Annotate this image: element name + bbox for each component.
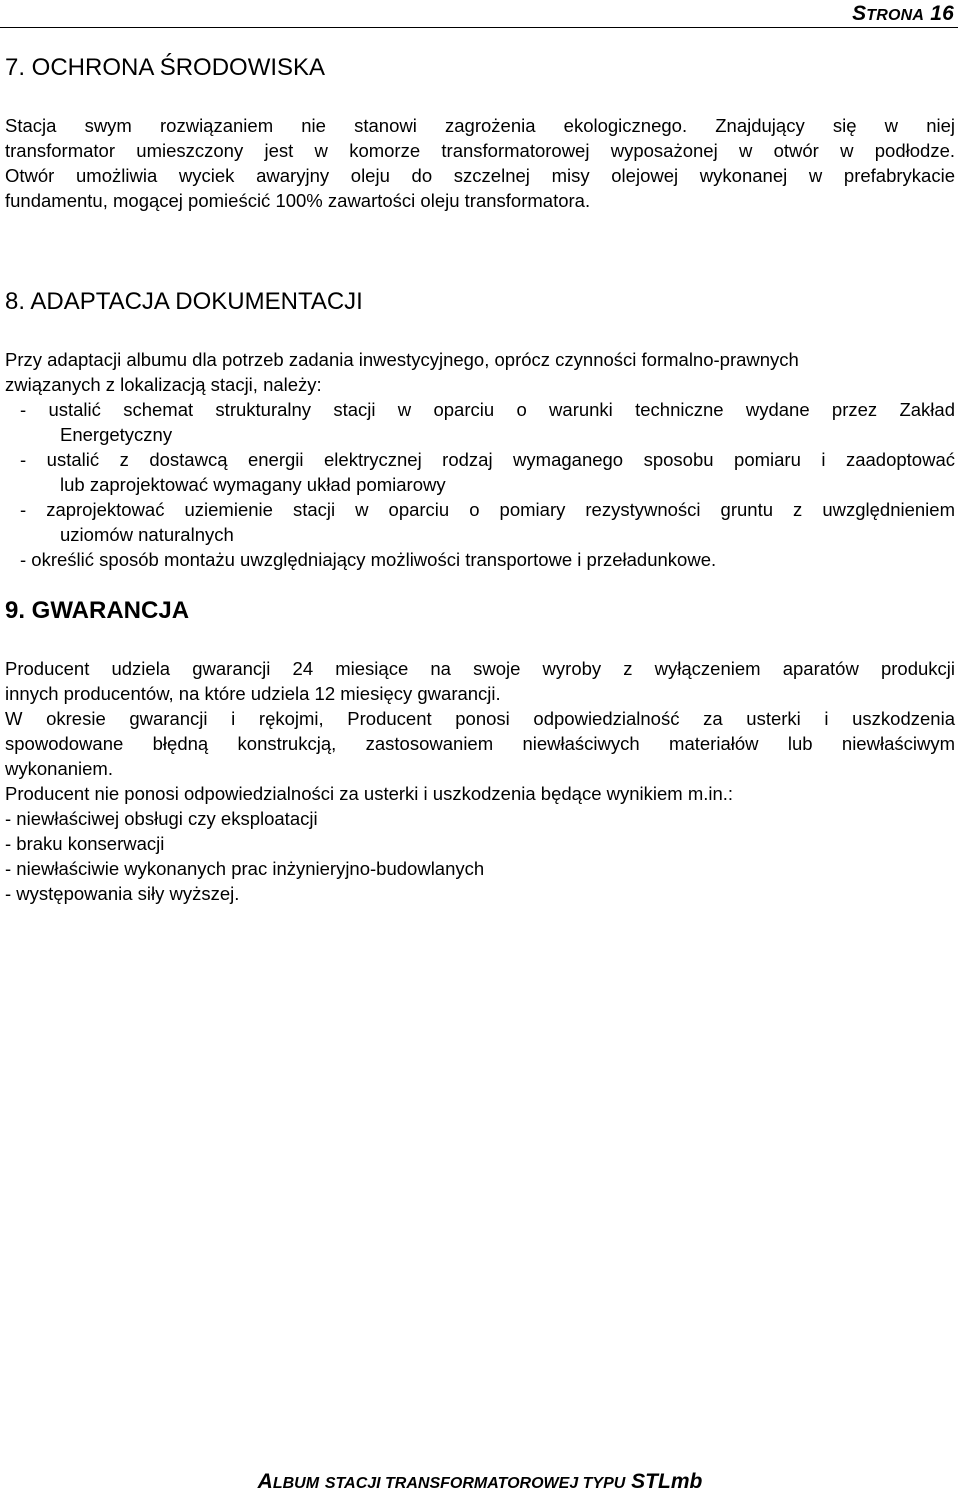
section-9-line: - braku konserwacji bbox=[5, 833, 165, 854]
section-9-line: Producent nie ponosi odpowiedzialności za usterki i uszkodzenia będące wynikiem m.in.: bbox=[5, 783, 734, 804]
section-9-line: spowodowane błędną konstrukcją, zastosowaniem niewłaściwych materiałów lub niewłaściwym bbox=[5, 733, 955, 754]
list-item: - ustalić z dostawcą energii elektrycznej rodzaj wymaganego sposobu pomiaru i zaadoptować bbox=[20, 449, 955, 470]
section-9-heading: 9. GWARANCJA bbox=[5, 597, 190, 624]
page-header bbox=[0, 0, 960, 32]
section-9-line: W okresie gwarancji i rękojmi, Producent ponosi odpowiedzialność za usterki i uszkodzenia bbox=[5, 708, 955, 729]
list-item-continuation: Energetyczny bbox=[60, 424, 173, 445]
section-8-intro bbox=[5, 347, 955, 397]
section-9-line: - niewłaściwie wykonanych prac inżynieryjno-budowlanych bbox=[5, 858, 485, 879]
footer-subtitle: STACJI TRANSFORMATOROWEJ TYPU bbox=[324, 1475, 626, 1492]
section-8-list bbox=[20, 397, 955, 572]
page-footer bbox=[0, 1470, 960, 1496]
section-9-line: - występowania siły wyższej. bbox=[5, 883, 240, 904]
list-item: - ustalić schemat strukturalny stacji w oparciu o warunki techniczne wydane przez Zakład bbox=[20, 399, 955, 420]
list-item-continuation: uziomów naturalnych bbox=[60, 524, 234, 545]
section-9-line: - niewłaściwej obsługi czy eksploatacji bbox=[5, 808, 318, 829]
section-8-intro-line: Przy adaptacji albumu dla potrzeb zadania inwestycyjnego, oprócz czynności formalno-prawnych bbox=[5, 349, 799, 370]
section-8-intro-line: związanych z lokalizacją stacji, należy: bbox=[5, 374, 322, 395]
section-9-line: Producent udziela gwarancji 24 miesiące na swoje wyroby z wyłączeniem aparatów produkcji bbox=[5, 658, 955, 679]
section-9-line: innych producentów, na które udziela 12 miesięcy gwarancji. bbox=[5, 683, 501, 704]
footer-type-code: STLmb bbox=[631, 1470, 703, 1493]
header-divider bbox=[0, 27, 958, 28]
footer-album-initial: A bbox=[257, 1470, 273, 1493]
page-number-label bbox=[852, 2, 954, 28]
section-7-line: fundamentu, mogącej pomieścić 100% zawartości oleju transformatora. bbox=[5, 190, 591, 211]
section-9-line: wykonaniem. bbox=[5, 758, 113, 779]
list-item: - określić sposób montażu uwzględniający możliwości transportowe i przeładunkowe. bbox=[20, 549, 717, 570]
page-label-rest: TRONA bbox=[866, 7, 925, 24]
page-number: 16 bbox=[930, 2, 954, 25]
page-label-initial: S bbox=[852, 2, 867, 25]
footer-album-rest: LBUM bbox=[272, 1475, 320, 1492]
list-item: - zaprojektować uziemienie stacji w oparciu o pomiary rezystywności gruntu z uwzględnieniem bbox=[20, 499, 955, 520]
section-9-paragraph bbox=[5, 656, 955, 906]
list-item-continuation: lub zaprojektować wymagany układ pomiarowy bbox=[60, 474, 446, 495]
section-7-line: Otwór umożliwia wyciek awaryjny oleju do szczelnej misy olejowej wykonanej w prefabrykacie bbox=[5, 165, 955, 186]
section-7-heading: 7. OCHRONA ŚRODOWISKA bbox=[5, 54, 326, 81]
section-7-paragraph bbox=[5, 113, 955, 213]
section-7-line: Stacja swym rozwiązaniem nie stanowi zagrożenia ekologicznego. Znajdujący się w niej bbox=[5, 115, 955, 136]
section-8-heading: 8. ADAPTACJA DOKUMENTACJI bbox=[5, 288, 363, 315]
section-7-line: transformator umieszczony jest w komorze transformatorowej wyposażonej w otwór w podłodze. bbox=[5, 140, 955, 161]
